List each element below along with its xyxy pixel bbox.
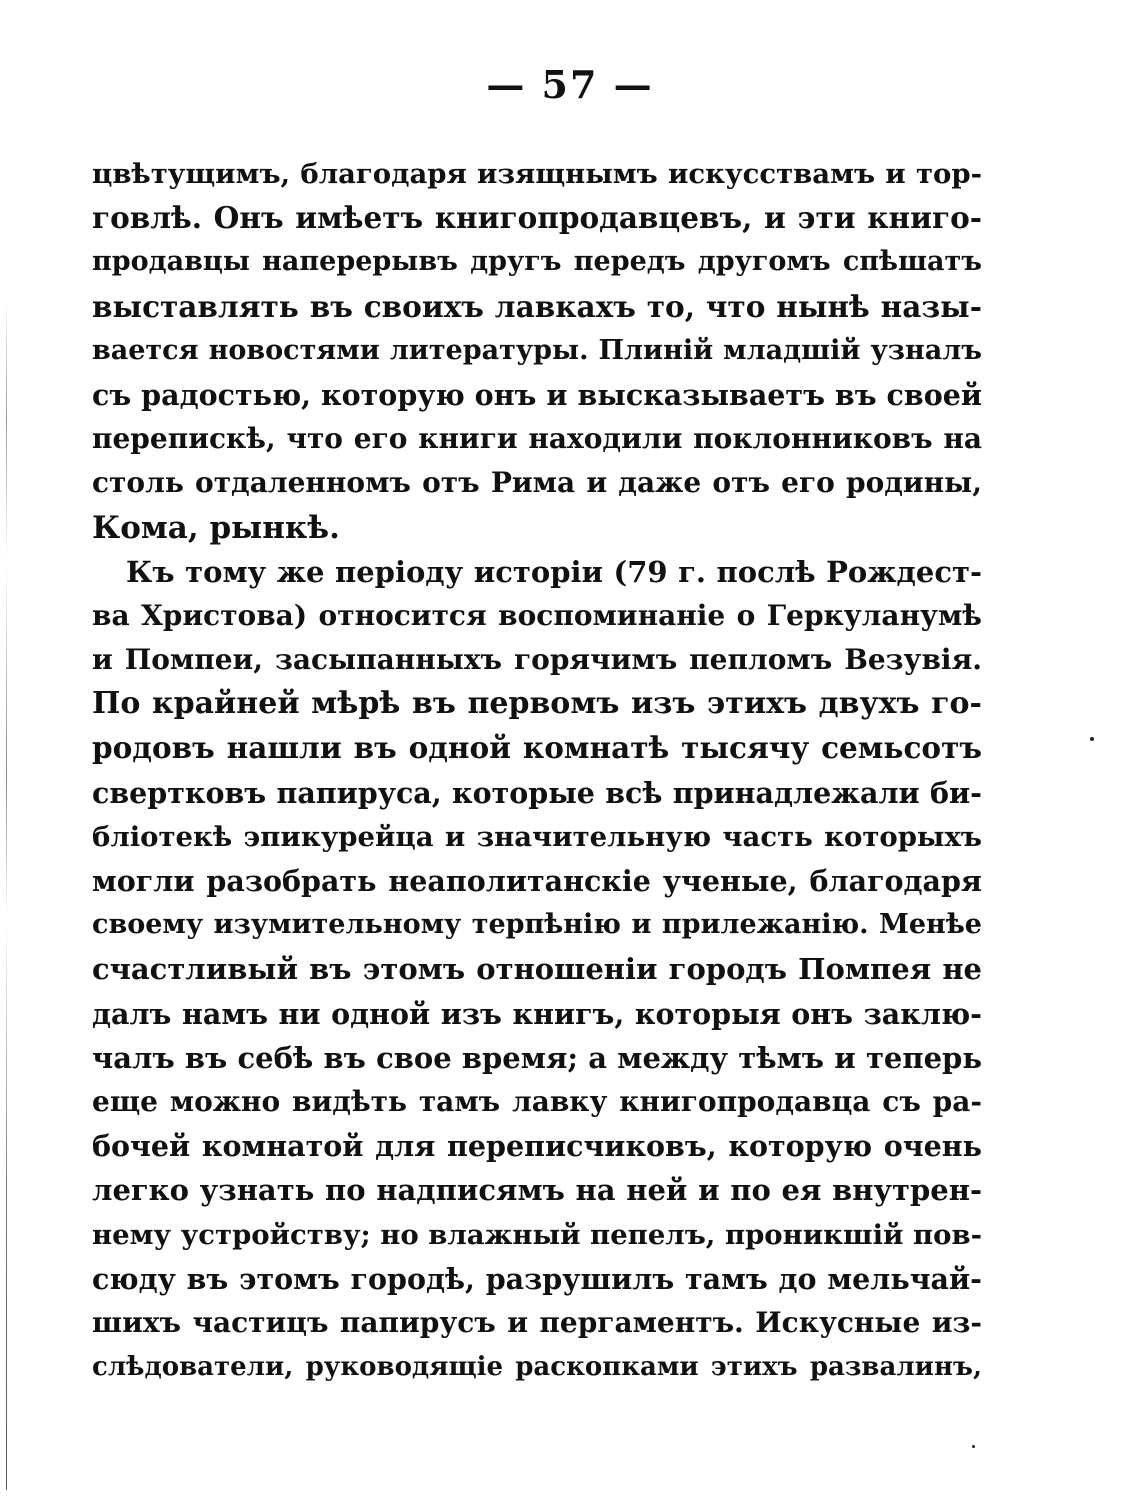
text-line: далъ намъ ни одной изъ книгъ, которыя онъ заклю- bbox=[92, 996, 982, 1031]
ink-speck bbox=[972, 1445, 975, 1448]
text-line: могли разобрать неаполитанскіе ученые, благодаря bbox=[92, 864, 982, 898]
text-line: вается новостями литературы. Плиній младшій узналъ bbox=[92, 334, 982, 366]
text-line: сюду въ этомъ городѣ, разрушилъ тамъ до мельчай- bbox=[92, 1261, 982, 1296]
text-line: продавцы наперерывъ другъ передъ другомъ спѣшатъ bbox=[92, 246, 982, 278]
text-line: свертковъ папируса, которые всѣ принадлежали би- bbox=[92, 775, 982, 810]
text-line: перепискѣ, что его книги находили поклонниковъ на bbox=[92, 422, 982, 456]
text-line: цвѣтущимъ, благодаря изящнымъ искусствамъ и тор- bbox=[92, 158, 982, 190]
text-line: бліотекѣ эпикурейца и значительную часть которыхъ bbox=[92, 820, 982, 853]
text-line: говлѣ. Онъ имѣетъ книгопродавцевъ, и эти книго- bbox=[92, 200, 982, 236]
text-line: слѣдователи, руководящіе раскопками этихъ развалинъ, bbox=[92, 1352, 982, 1383]
text-line: съ радостью, которую онъ и высказываетъ въ своей bbox=[92, 377, 982, 412]
scan-edge-line bbox=[6, 300, 7, 1490]
text-line: бочей комнатой для переписчиковъ, которую очень bbox=[92, 1129, 982, 1164]
text-line: шихъ частицъ папирусъ и пергаментъ. Искусные из- bbox=[92, 1305, 982, 1339]
text-line: и Помпеи, засыпанныхъ горячимъ пепломъ Везувія. bbox=[92, 643, 982, 677]
text-line: Кома, рынкѣ. bbox=[92, 509, 340, 546]
text-line: нему устройству; но влажный пепелъ, проникшій пов- bbox=[92, 1218, 982, 1251]
text-line: столь отдаленномъ отъ Рима и даже отъ его родины, bbox=[92, 466, 982, 500]
text-line: чалъ въ себѣ въ свое время; а между тѣмъ и теперь bbox=[92, 1040, 982, 1075]
text-line: легко узнать по надписямъ на ней и по ея внутрен- bbox=[92, 1173, 982, 1208]
text-line: счастливый въ этомъ отношеніи городъ Помпея не bbox=[92, 952, 982, 987]
ink-speck bbox=[1090, 737, 1094, 741]
text-line: своему изумительному терпѣнію и прилежанію. Менѣе bbox=[92, 909, 982, 941]
text-line: выставлять въ своихъ лавкахъ то, что нынѣ назы- bbox=[92, 288, 982, 324]
text-line: ва Христова) относится воспоминаніе о Геркуланумѣ bbox=[92, 598, 982, 632]
text-line: Къ тому же періоду исторіи (79 г. послѣ Рождест- bbox=[126, 554, 982, 589]
text-line: По крайней мѣрѣ въ первомъ изъ этихъ двухъ го- bbox=[92, 686, 982, 722]
text-line: еще можно видѣть тамъ лавку книгопродавца съ ра- bbox=[92, 1084, 982, 1118]
page-number: — 57 — bbox=[486, 62, 654, 107]
body-text bbox=[92, 152, 982, 1389]
text-line: родовъ нашли въ одной комнатѣ тысячу семьсотъ bbox=[92, 730, 982, 766]
